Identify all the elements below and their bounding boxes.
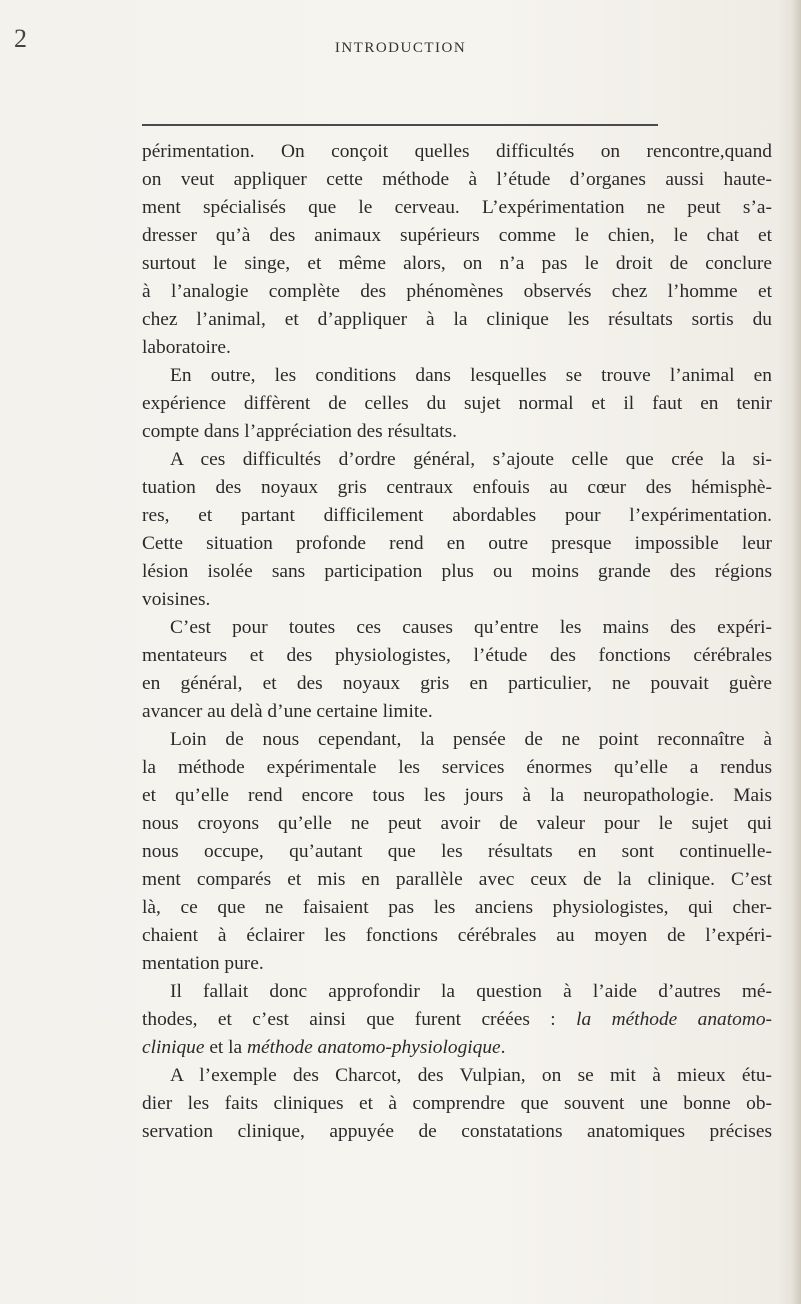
text-line: res, et partant difficilement abordables pour l’expérimentation. [142, 505, 772, 526]
text-line: périmentation. On conçoit quelles difficultés on rencontre,quand [142, 141, 772, 162]
body-text [142, 138, 772, 1146]
text-line: chaient à éclairer les fonctions cérébrales au moyen de l’expéri- [142, 925, 772, 946]
text-line: Il fallait donc approfondir la question à l’aide d’autres mé- [170, 981, 772, 1002]
text-line: dresser qu’à des animaux supérieurs comme le chien, le chat et [142, 225, 772, 246]
text-line: A l’exemple des Charcot, des Vulpian, on se mit à mieux étu- [170, 1065, 772, 1086]
text-line: clinique et la méthode anatomo-physiologique. [142, 1037, 506, 1058]
text-line: Loin de nous cependant, la pensée de ne point reconnaître à [170, 729, 772, 750]
text-line: compte dans l’appréciation des résultats. [142, 421, 457, 442]
text-line: laboratoire. [142, 337, 231, 358]
header-rule [142, 124, 658, 126]
text-line: à l’analogie complète des phénomènes observés chez l’homme et [142, 281, 772, 302]
text-line: ment spécialisés que le cerveau. L’expérimentation ne peut s’a- [142, 197, 772, 218]
text-line: tuation des noyaux gris centraux enfouis au cœur des hémisphè- [142, 477, 772, 498]
text-line: mentateurs et des physiologistes, l’étude des fonctions cérébrales [142, 645, 772, 666]
text-line: thodes, et c’est ainsi que furent créées : la méthode anatomo- [142, 1009, 772, 1030]
text-line: surtout le singe, et même alors, on n’a pas le droit de conclure [142, 253, 772, 274]
text-line: chez l’animal, et d’appliquer à la clinique les résultats sortis du [142, 309, 772, 330]
text-line: Cette situation profonde rend en outre presque impossible leur [142, 533, 772, 554]
text-line: mentation pure. [142, 953, 264, 974]
text-line: avancer au delà d’une certaine limite. [142, 701, 433, 722]
running-head: INTRODUCTION [334, 40, 467, 56]
text-line: nous occupe, qu’autant que les résultats en sont continuelle- [142, 841, 772, 862]
text-line: En outre, les conditions dans lesquelles se trouve l’animal en [170, 365, 772, 386]
text-line: expérience diffèrent de celles du sujet normal et il faut en tenir [142, 393, 772, 414]
text-line: servation clinique, appuyée de constatations anatomiques précises [142, 1121, 772, 1142]
text-line: la méthode expérimentale les services énormes qu’elle a rendus [142, 757, 772, 778]
page-number: 2 [14, 24, 27, 53]
text-line: en général, et des noyaux gris en particulier, ne pouvait guère [142, 673, 772, 694]
text-line: lésion isolée sans participation plus ou moins grande des régions [142, 561, 772, 582]
text-line: on veut appliquer cette méthode à l’étude d’organes aussi haute- [142, 169, 772, 190]
text-line: là, ce que ne faisaient pas les anciens physiologistes, qui cher- [142, 897, 772, 918]
text-line: dier les faits cliniques et à comprendre que souvent une bonne ob- [142, 1093, 772, 1114]
text-line: ment comparés et mis en parallèle avec ceux de la clinique. C’est [142, 869, 772, 890]
page-edge-shadow [791, 0, 801, 1304]
text-line: nous croyons qu’elle ne peut avoir de valeur pour le sujet qui [142, 813, 772, 834]
text-line: voisines. [142, 589, 211, 610]
text-line: A ces difficultés d’ordre général, s’ajoute celle que crée la si- [170, 449, 772, 470]
text-line: et qu’elle rend encore tous les jours à la neuropathologie. Mais [142, 785, 772, 806]
text-line: C’est pour toutes ces causes qu’entre les mains des expéri- [170, 617, 772, 638]
